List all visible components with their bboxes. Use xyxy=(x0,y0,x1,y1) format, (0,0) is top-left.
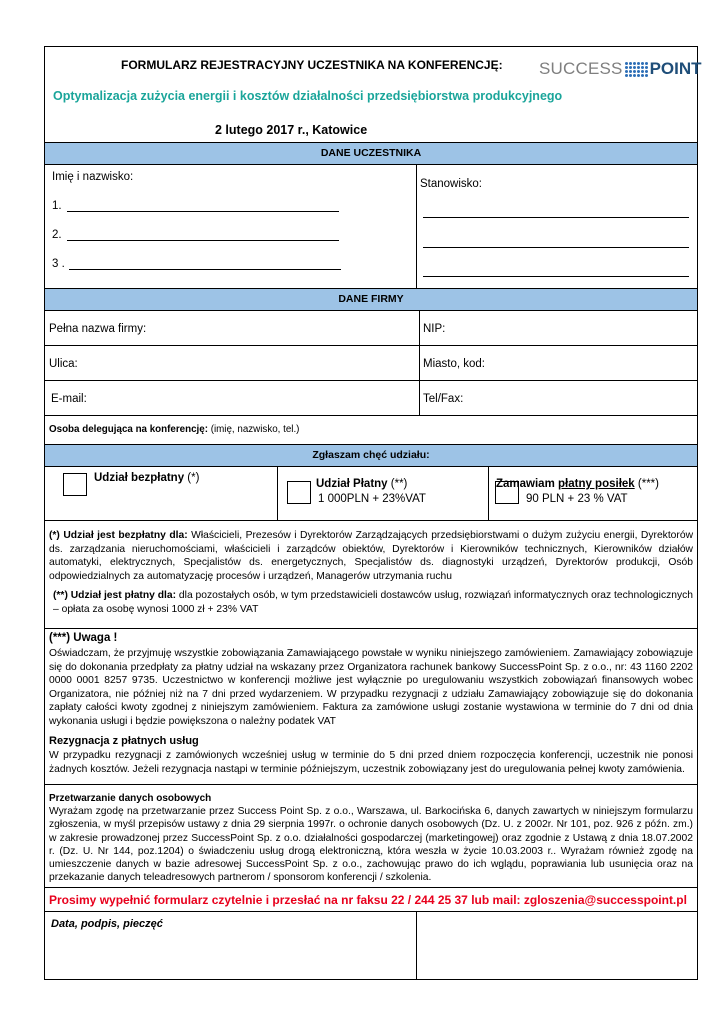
email-label: E-mail: xyxy=(51,393,87,405)
instruction-row xyxy=(45,887,697,911)
resignation-heading: Rezygnacja z płatnych usług xyxy=(49,735,199,747)
signature-row xyxy=(45,911,697,979)
logo-point-text: POINT xyxy=(649,59,702,78)
free-participation-checkbox[interactable] xyxy=(63,473,87,496)
phone-label: Tel/Fax: xyxy=(423,393,464,405)
warning-heading: (***) Uwaga ! xyxy=(49,632,118,644)
name-row-2-label: 2. xyxy=(52,229,62,241)
registration-form xyxy=(44,46,702,980)
street-label: Ulica: xyxy=(49,358,78,370)
delegate-row xyxy=(45,415,697,444)
free-participation-note: (*) Udział jest bezpłatny dla: Właścicieli, Prezesów i Dyrektorów Zarządzających przedsiębiorstwami o dużym zużyciu energii, Dyrektorów ds. zarządzania nieruchomościami, właścicieli i zarządców obiektów, Dyrektorów i Kierowników technicznych, Kierowników działów automatyki, elektrycznych, Specjalistów ds. energetycznych, Specjalistów ds. diagnostyki urządzeń, Dyrektorów produkcji, Osób odpowiedzialnych za automatyzację procesów i urządzeń, Managerów utrzymania ruchu xyxy=(49,530,693,582)
company-name-label: Pełna nazwa firmy: xyxy=(49,323,147,335)
participant-block xyxy=(45,164,697,288)
free-participation-label: Udział bezpłatny (*) xyxy=(94,472,200,484)
paid-participation-checkbox[interactable] xyxy=(287,481,311,504)
form-title: FORMULARZ REJESTRACYJNY UCZESTNIKA NA KONFERENCJĘ: xyxy=(121,58,503,72)
submission-instruction: Prosimy wypełnić formularz czytelnie i przesłać na nr faksu 22 / 244 25 37 lub mail: zgloszenia@successpoint.pl xyxy=(49,893,687,907)
warning-block xyxy=(45,628,697,784)
name-row-3-label: 3 . xyxy=(52,258,65,270)
position-line-1[interactable] xyxy=(423,217,689,218)
name-row-1-label: 1. xyxy=(52,200,62,212)
section-participation: Zgłaszam chęć udziału: xyxy=(45,444,697,466)
city-label: Miasto, kod: xyxy=(423,358,485,370)
conference-subtitle: Optymalizacja zużycia energii i kosztów działalności przedsiębiorstwa produkcyjnego xyxy=(53,89,563,103)
paid-participation-label: Udział Płatny (**) xyxy=(316,478,408,490)
position-label: Stanowisko: xyxy=(420,178,483,190)
meal-price: 90 PLN + 23 % VAT xyxy=(526,493,628,505)
privacy-text: Wyrażam zgodę na przetwarzanie przez Success Point Sp. z o.o., Warszawa, ul. Barkocińska 6, danych zawartych w niniejszym formularzu zgłoszenia, w myśl przepisów ustawy z dnia 29 sierpnia 1997r. o ochronie danych osobowych (Dz. U. z 2002r. Nr 101, poz. 926 z późn. zm.) w zakresie prowadzonej przez SuccessPoint Sp. z o.o. działalności gospodarczej (marketingowej) oraz zgodnie z Ustawą z dnia 18.07.2002 r. (Dz. U. Nr 144, poz.1204) o świadczeniu usług drogą elektroniczną, która weszła w życie 10.03.2003 r.. Wyrażam również zgodę na umieszczenie danych w bazie adresowej SuccessPoint Sp. z o.o., zachowując prawo do ich wglądu, poprawiania lub usunięcia oraz na przekazanie danych teleadresowych partnerom / sponsorom konferencji / szkolenia. xyxy=(49,806,693,884)
paid-participation-price: 1 000PLN + 23%VAT xyxy=(318,493,426,505)
name-label: Imię i nazwisko: xyxy=(52,171,134,183)
logo-success-text: SUCCESS xyxy=(539,59,623,78)
privacy-block xyxy=(45,784,697,887)
privacy-heading: Przetwarzanie danych osobowych xyxy=(49,793,212,804)
section-participant: DANE UCZESTNIKA xyxy=(45,142,697,164)
name-line-3[interactable] xyxy=(69,269,341,270)
name-line-1[interactable] xyxy=(67,211,339,212)
signature-label: Data, podpis, pieczęć xyxy=(51,918,163,930)
paid-participation-note: (**) Udział jest płatny dla: dla pozostałych osób, w tym przedstawicieli dostawców usług, rozwiązań informatycznych oraz technologicznych – opłata za osobę wynosi 1000 zł + 23% VAT xyxy=(53,590,693,615)
warning-text: Oświadczam, że przyjmuję wszystkie zobowiązania Zamawiającego powstałe w wyniku niniejszego zamówieniem. Zamawiający zobowiązuje się do dokonania przedpłaty za płatny udział na wskazany przez Organizatora rachunek bankowy SuccessPoint Sp. z o.o., nr: 43 1160 2202 0000 0001 8257 9735. Uczestnictwo w konferencji możliwe jest wyłącznie po uregulowaniu wszystkich zobowiązań finansowych wobec Organizatora, nie później niż na 7 dni przed wydarzeniem. W przypadku rezygnacji z udziału Zamawiający zobowiązuje się do dokonania zapłaty całości kwoty zgodnej z niniejszym zamówieniem. Faktura za zamówione usługi zostanie wystawiona w terminie do 7 dni od dnia wykonania usługi i będzie powiększona o należny podatek VAT xyxy=(49,648,693,727)
successpoint-logo xyxy=(539,59,702,79)
conference-date: 2 lutego 2017 r., Katowice xyxy=(215,123,368,137)
meal-label: Zamawiam płatny posiłek (***) xyxy=(496,478,659,490)
participation-notes xyxy=(45,520,697,628)
participation-options xyxy=(45,466,697,520)
resignation-text: W przypadku rezygnacji z zamówionych wcześniej usług w terminie do 5 dni przed dniem rozpoczęcia konferencji, uczestnik nie ponosi żadnych kosztów. Jeżeli rezygnacja nastąpi w terminie późniejszym, uczestnik zobowiązany jest do uregulowania pełnej kwoty zamówienia. xyxy=(49,750,693,775)
delegate-label: Osoba delegująca na konferencję: (imię, nazwisko, tel.) xyxy=(49,424,300,435)
position-line-2[interactable] xyxy=(423,247,689,248)
company-contact-row xyxy=(45,380,697,415)
nip-label: NIP: xyxy=(423,323,446,335)
section-company: DANE FIRMY xyxy=(45,288,697,310)
company-name-row xyxy=(45,310,697,345)
company-address-row xyxy=(45,345,697,380)
position-line-3[interactable] xyxy=(423,276,689,277)
logo-dots-icon xyxy=(625,62,648,77)
name-line-2[interactable] xyxy=(67,240,339,241)
